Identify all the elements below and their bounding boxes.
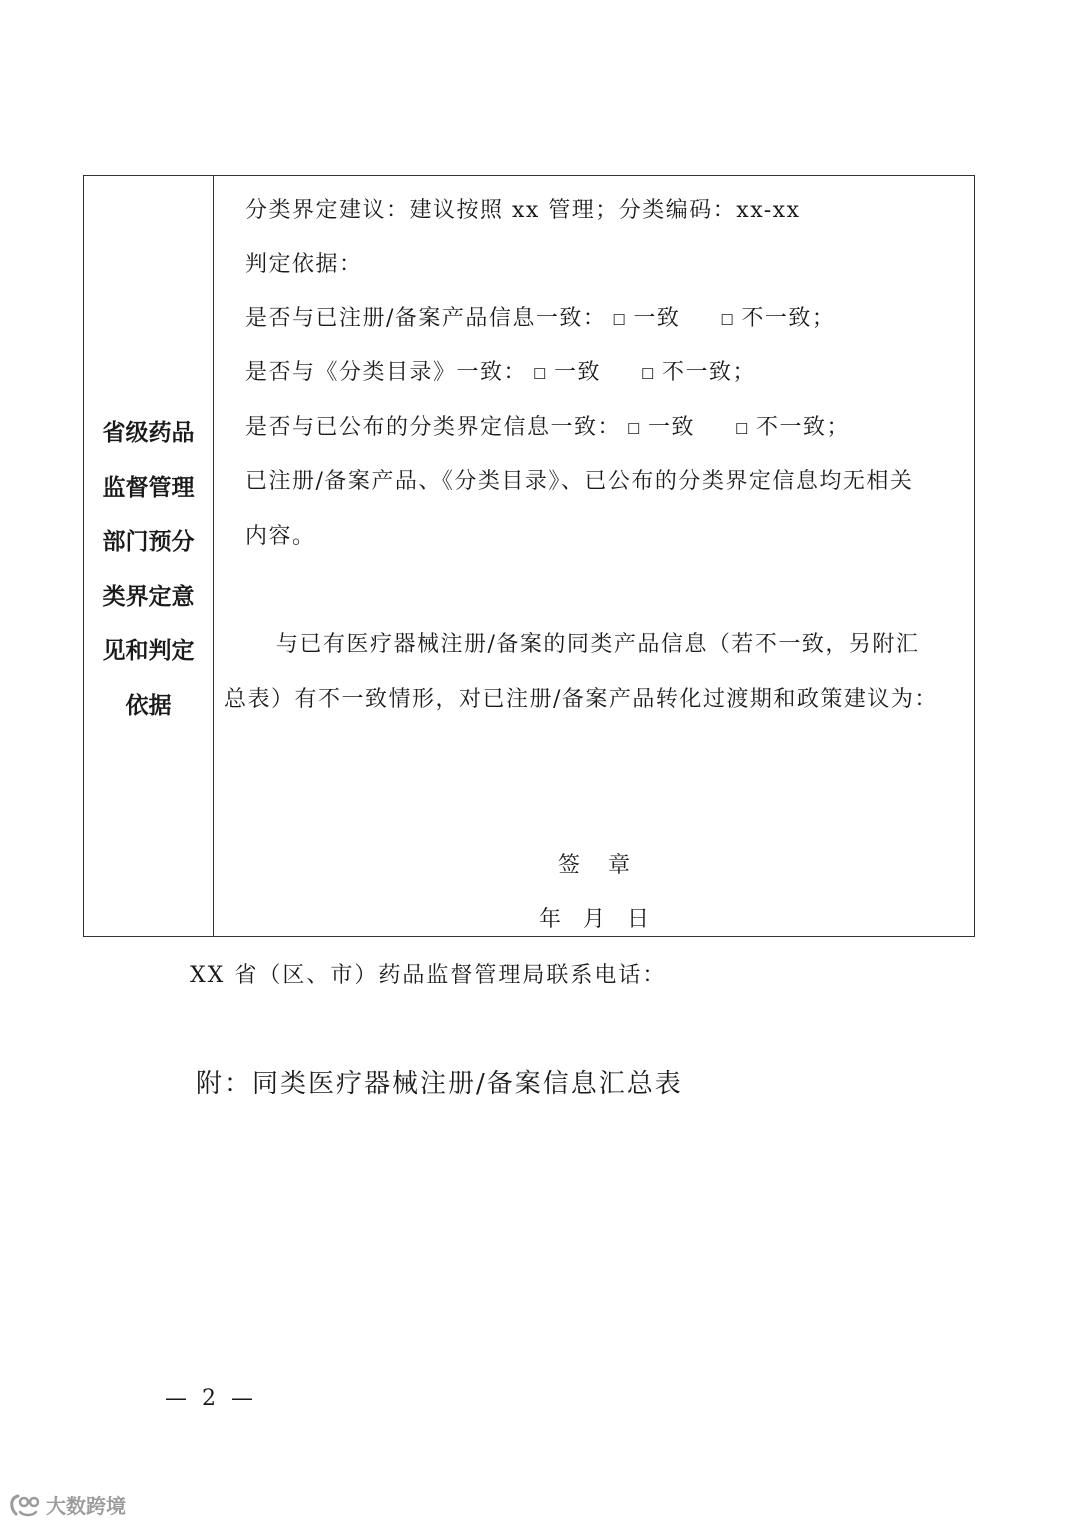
checkbox-consistent[interactable]: ☐ bbox=[627, 420, 642, 438]
option-inconsistent-label: 不一致； bbox=[741, 306, 836, 331]
option-inconsistent-label: 不一致； bbox=[661, 360, 756, 385]
row-heading-line: 部门预分 bbox=[102, 529, 195, 555]
checkbox-inconsistent[interactable]: ☐ bbox=[734, 420, 750, 438]
table-left-column bbox=[84, 176, 214, 936]
option-consistent-label: 一致 bbox=[647, 415, 695, 440]
page-number: — 2 — bbox=[165, 1386, 257, 1411]
check-row-registered bbox=[245, 304, 835, 335]
row-heading bbox=[84, 406, 213, 733]
classification-opinion-table bbox=[83, 175, 975, 937]
row-heading-line: 依据 bbox=[125, 692, 172, 719]
row-heading-line: 监督管理 bbox=[102, 474, 195, 501]
contact-phone-line: XX 省（区、市）药品监督管理局联系电话： bbox=[190, 963, 667, 988]
none-related-line-2: 内容。 bbox=[245, 524, 316, 549]
checkbox-inconsistent[interactable]: ☐ bbox=[720, 311, 736, 329]
option-consistent-label: 一致 bbox=[553, 360, 601, 385]
check-row-catalog bbox=[245, 358, 756, 389]
watermark-text: 大数跨境 bbox=[46, 1494, 126, 1518]
table-right-column bbox=[214, 176, 974, 936]
check-question: 是否与已公布的分类界定信息一致： bbox=[245, 415, 622, 440]
option-consistent-label: 一致 bbox=[633, 306, 681, 331]
check-question: 是否与已注册/备案产品信息一致： bbox=[245, 306, 607, 331]
checkbox-inconsistent[interactable]: ☐ bbox=[640, 365, 656, 383]
none-related-line-1: 已注册/备案产品、《分类目录》、已公布的分类界定信息均无相关 bbox=[245, 469, 914, 494]
basis-label: 判定依据： bbox=[245, 252, 363, 277]
attachment-title: 附：同类医疗器械注册/备案信息汇总表 bbox=[196, 1069, 683, 1099]
check-question: 是否与《分类目录》一致： bbox=[245, 360, 528, 385]
classification-suggestion: 分类界定建议：建议按照 xx 管理；分类编码：xx-xx bbox=[245, 198, 801, 223]
option-inconsistent-label: 不一致； bbox=[755, 415, 850, 440]
signature-label: 签章 bbox=[557, 853, 658, 878]
checkbox-consistent[interactable]: ☐ bbox=[612, 311, 628, 329]
inconsistency-line-2: 总表）有不一致情形，对已注册/备案产品转化过渡期和政策建议为： bbox=[224, 687, 938, 712]
checkbox-consistent[interactable]: ☐ bbox=[533, 365, 548, 383]
row-heading-line: 省级药品 bbox=[102, 420, 195, 446]
inconsistency-line-1: 与已有医疗器械注册/备案的同类产品信息（若不一致，另附汇 bbox=[276, 632, 920, 657]
row-heading-line: 见和判定 bbox=[102, 638, 195, 664]
watermark bbox=[8, 1490, 126, 1519]
brand-logo-icon bbox=[8, 1492, 42, 1518]
row-heading-line: 类界定意 bbox=[102, 583, 195, 610]
date-label: 年 月 日 bbox=[538, 907, 649, 932]
check-row-published bbox=[245, 413, 850, 444]
